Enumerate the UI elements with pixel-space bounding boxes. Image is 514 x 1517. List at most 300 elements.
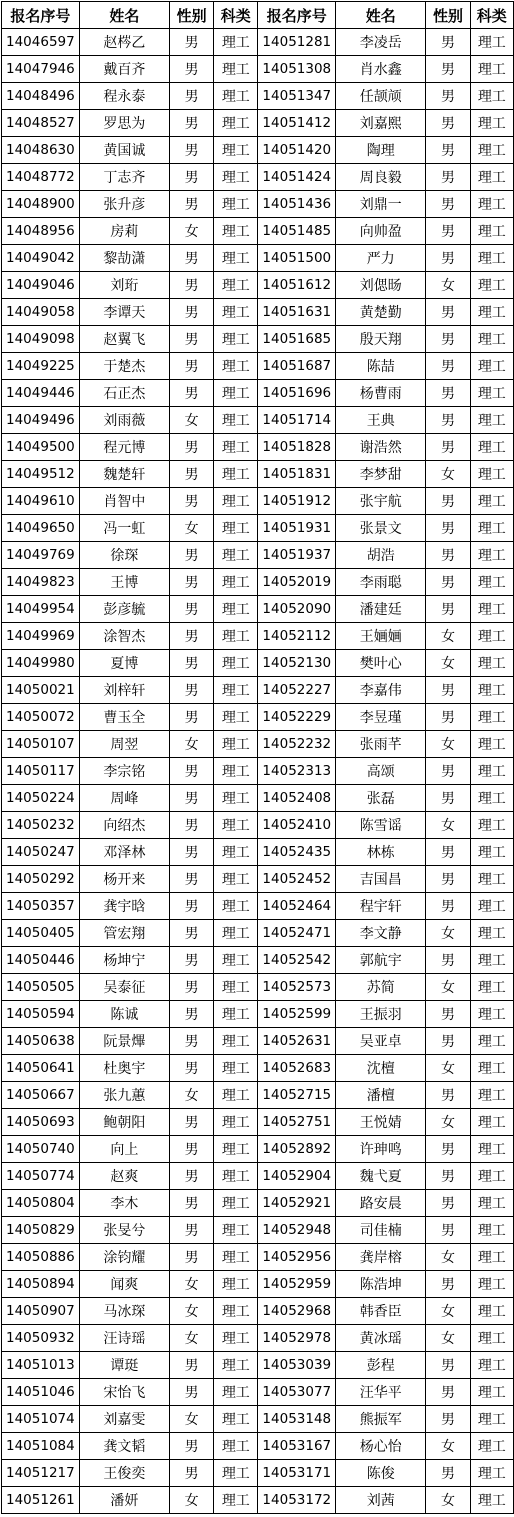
- gender-cell: 男: [169, 839, 213, 866]
- registration-number-cell: 14052130: [258, 650, 336, 677]
- name-cell: 马冰琛: [79, 1298, 169, 1325]
- category-cell: 理工: [214, 56, 258, 83]
- gender-cell: 男: [426, 434, 470, 461]
- category-cell: 理工: [470, 488, 513, 515]
- category-cell: 理工: [470, 461, 513, 488]
- category-cell: 理工: [470, 218, 513, 245]
- gender-cell: 女: [426, 920, 470, 947]
- registration-number-cell: 14052232: [258, 731, 336, 758]
- table-row: [2, 488, 514, 515]
- name-cell: 杜奥宇: [79, 1055, 169, 1082]
- name-cell: 潘妍: [79, 1487, 169, 1514]
- gender-cell: 男: [169, 1055, 213, 1082]
- name-cell: 赵翼飞: [79, 326, 169, 353]
- gender-cell: 男: [169, 461, 213, 488]
- registration-number-cell: 14053171: [258, 1460, 336, 1487]
- category-cell: 理工: [214, 542, 258, 569]
- name-cell: 严力: [336, 245, 426, 272]
- category-cell: 理工: [470, 731, 513, 758]
- registration-number-cell: 14052683: [258, 1055, 336, 1082]
- registration-number-cell: 14050232: [2, 812, 80, 839]
- registration-number-cell: 14049512: [2, 461, 80, 488]
- table-row: [2, 650, 514, 677]
- gender-cell: 男: [426, 947, 470, 974]
- gender-cell: 男: [169, 542, 213, 569]
- gender-cell: 女: [426, 1487, 470, 1514]
- table-row: [2, 1109, 514, 1136]
- category-cell: 理工: [214, 839, 258, 866]
- name-cell: 程元博: [79, 434, 169, 461]
- gender-cell: 男: [169, 1379, 213, 1406]
- category-cell: 理工: [470, 1055, 513, 1082]
- registration-number-cell: 14052410: [258, 812, 336, 839]
- category-cell: 理工: [470, 1028, 513, 1055]
- name-cell: 涂智杰: [79, 623, 169, 650]
- table-row: [2, 1244, 514, 1271]
- registration-number-cell: 14050804: [2, 1190, 80, 1217]
- table-row: [2, 1028, 514, 1055]
- category-cell: 理工: [214, 515, 258, 542]
- name-cell: 龚岸榕: [336, 1244, 426, 1271]
- category-cell: 理工: [214, 353, 258, 380]
- gender-cell: 男: [426, 704, 470, 731]
- name-cell: 程宇轩: [336, 893, 426, 920]
- name-cell: 刘雨薇: [79, 407, 169, 434]
- table-row: [2, 1487, 514, 1514]
- registration-number-cell: 14050829: [2, 1217, 80, 1244]
- table-row: [2, 380, 514, 407]
- table-row: [2, 893, 514, 920]
- name-cell: 陈浩坤: [336, 1271, 426, 1298]
- gender-cell: 女: [169, 1487, 213, 1514]
- registration-number-cell: 14046597: [2, 29, 80, 56]
- registration-number-cell: 14051937: [258, 542, 336, 569]
- table-row: [2, 461, 514, 488]
- name-cell: 龚文韬: [79, 1433, 169, 1460]
- table-row: [2, 623, 514, 650]
- name-cell: 王振羽: [336, 1001, 426, 1028]
- name-cell: 许珅鸣: [336, 1136, 426, 1163]
- gender-cell: 男: [426, 1001, 470, 1028]
- registration-number-cell: 14051500: [258, 245, 336, 272]
- name-cell: 向绍杰: [79, 812, 169, 839]
- table-row: [2, 515, 514, 542]
- gender-cell: 女: [426, 623, 470, 650]
- category-cell: 理工: [214, 569, 258, 596]
- registration-number-cell: 14050072: [2, 704, 80, 731]
- category-cell: 理工: [214, 785, 258, 812]
- table-row: [2, 542, 514, 569]
- gender-cell: 男: [426, 353, 470, 380]
- category-cell: 理工: [470, 1433, 513, 1460]
- table-row: [2, 1460, 514, 1487]
- name-cell: 沈檀: [336, 1055, 426, 1082]
- category-cell: 理工: [214, 29, 258, 56]
- name-cell: 熊振军: [336, 1406, 426, 1433]
- registration-number-cell: 14050117: [2, 758, 80, 785]
- table-row: [2, 29, 514, 56]
- gender-cell: 女: [426, 974, 470, 1001]
- category-cell: 理工: [214, 1244, 258, 1271]
- registration-number-cell: 14050107: [2, 731, 80, 758]
- gender-cell: 男: [169, 299, 213, 326]
- gender-cell: 男: [169, 164, 213, 191]
- name-cell: 肖水鑫: [336, 56, 426, 83]
- gender-cell: 男: [426, 1163, 470, 1190]
- name-cell: 刘嘉熙: [336, 110, 426, 137]
- gender-cell: 男: [169, 1433, 213, 1460]
- registration-number-cell: 14051685: [258, 326, 336, 353]
- gender-cell: 女: [426, 1325, 470, 1352]
- table-row: [2, 812, 514, 839]
- table-row: [2, 785, 514, 812]
- gender-cell: 男: [169, 704, 213, 731]
- name-cell: 李宗铭: [79, 758, 169, 785]
- header-gender: 性别: [426, 2, 470, 29]
- gender-cell: 男: [426, 299, 470, 326]
- registration-number-cell: 14051281: [258, 29, 336, 56]
- registration-number-cell: 14052715: [258, 1082, 336, 1109]
- name-cell: 陈诚: [79, 1001, 169, 1028]
- registration-number-cell: 14051217: [2, 1460, 80, 1487]
- category-cell: 理工: [214, 974, 258, 1001]
- category-cell: 理工: [214, 407, 258, 434]
- registration-number-cell: 14051046: [2, 1379, 80, 1406]
- table-row: [2, 56, 514, 83]
- category-cell: 理工: [214, 1352, 258, 1379]
- gender-cell: 女: [169, 1325, 213, 1352]
- registration-number-cell: 14049500: [2, 434, 80, 461]
- category-cell: 理工: [214, 299, 258, 326]
- registration-number-cell: 14049769: [2, 542, 80, 569]
- category-cell: 理工: [214, 947, 258, 974]
- gender-cell: 女: [426, 1244, 470, 1271]
- category-cell: 理工: [214, 596, 258, 623]
- gender-cell: 男: [426, 191, 470, 218]
- header-name: 姓名: [79, 2, 169, 29]
- registration-number-cell: 14051084: [2, 1433, 80, 1460]
- name-cell: 潘檀: [336, 1082, 426, 1109]
- table-row: [2, 1217, 514, 1244]
- category-cell: 理工: [214, 1487, 258, 1514]
- gender-cell: 男: [169, 83, 213, 110]
- table-row: [2, 326, 514, 353]
- gender-cell: 男: [426, 1190, 470, 1217]
- gender-cell: 男: [169, 245, 213, 272]
- gender-cell: 男: [169, 272, 213, 299]
- category-cell: 理工: [470, 677, 513, 704]
- registration-number-cell: 14051261: [2, 1487, 80, 1514]
- registration-number-cell: 14048630: [2, 137, 80, 164]
- gender-cell: 男: [426, 164, 470, 191]
- table-row: [2, 218, 514, 245]
- registration-number-cell: 14052892: [258, 1136, 336, 1163]
- registration-number-cell: 14048527: [2, 110, 80, 137]
- table-row: [2, 1055, 514, 1082]
- name-cell: 张旻兮: [79, 1217, 169, 1244]
- name-cell: 张升彦: [79, 191, 169, 218]
- gender-cell: 男: [426, 1406, 470, 1433]
- category-cell: 理工: [470, 1217, 513, 1244]
- gender-cell: 男: [426, 380, 470, 407]
- category-cell: 理工: [214, 677, 258, 704]
- category-cell: 理工: [214, 191, 258, 218]
- name-cell: 李雨聪: [336, 569, 426, 596]
- category-cell: 理工: [470, 434, 513, 461]
- gender-cell: 男: [426, 893, 470, 920]
- category-cell: 理工: [214, 245, 258, 272]
- registration-number-cell: 14049650: [2, 515, 80, 542]
- registration-number-cell: 14052968: [258, 1298, 336, 1325]
- category-cell: 理工: [470, 29, 513, 56]
- category-cell: 理工: [470, 1352, 513, 1379]
- name-cell: 李昱瑾: [336, 704, 426, 731]
- gender-cell: 男: [426, 1271, 470, 1298]
- registration-number-cell: 14052573: [258, 974, 336, 1001]
- name-cell: 李嘉伟: [336, 677, 426, 704]
- registration-number-cell: 14051631: [258, 299, 336, 326]
- gender-cell: 男: [169, 596, 213, 623]
- registration-number-cell: 14051612: [258, 272, 336, 299]
- category-cell: 理工: [214, 623, 258, 650]
- category-cell: 理工: [214, 272, 258, 299]
- name-cell: 杨坤宁: [79, 947, 169, 974]
- gender-cell: 男: [169, 812, 213, 839]
- category-cell: 理工: [214, 1379, 258, 1406]
- category-cell: 理工: [470, 569, 513, 596]
- registration-number-cell: 14051424: [258, 164, 336, 191]
- header-row: [2, 2, 514, 29]
- registration-number-cell: 14050641: [2, 1055, 80, 1082]
- gender-cell: 男: [426, 83, 470, 110]
- category-cell: 理工: [214, 1001, 258, 1028]
- header-registration-number: 报名序号: [2, 2, 80, 29]
- category-cell: 理工: [470, 650, 513, 677]
- category-cell: 理工: [214, 812, 258, 839]
- name-cell: 吉国昌: [336, 866, 426, 893]
- name-cell: 李谭天: [79, 299, 169, 326]
- name-cell: 刘嘉雯: [79, 1406, 169, 1433]
- gender-cell: 男: [169, 1028, 213, 1055]
- registration-number-cell: 14052956: [258, 1244, 336, 1271]
- category-cell: 理工: [470, 326, 513, 353]
- name-cell: 戴百齐: [79, 56, 169, 83]
- category-cell: 理工: [214, 110, 258, 137]
- table-row: [2, 1136, 514, 1163]
- registration-number-cell: 14053167: [258, 1433, 336, 1460]
- name-cell: 刘珩: [79, 272, 169, 299]
- table-row: [2, 110, 514, 137]
- table-row: [2, 407, 514, 434]
- category-cell: 理工: [470, 1136, 513, 1163]
- gender-cell: 男: [426, 1379, 470, 1406]
- category-cell: 理工: [214, 1433, 258, 1460]
- category-cell: 理工: [214, 704, 258, 731]
- name-cell: 邓泽林: [79, 839, 169, 866]
- gender-cell: 男: [169, 974, 213, 1001]
- name-cell: 于楚杰: [79, 353, 169, 380]
- registration-number-cell: 14050292: [2, 866, 80, 893]
- category-cell: 理工: [214, 920, 258, 947]
- registration-number-cell: 14050405: [2, 920, 80, 947]
- category-cell: 理工: [214, 1109, 258, 1136]
- registration-number-cell: 14052229: [258, 704, 336, 731]
- registration-number-cell: 14049823: [2, 569, 80, 596]
- gender-cell: 男: [169, 947, 213, 974]
- gender-cell: 男: [426, 866, 470, 893]
- registration-number-cell: 14051828: [258, 434, 336, 461]
- category-cell: 理工: [214, 137, 258, 164]
- name-cell: 刘茜: [336, 1487, 426, 1514]
- category-cell: 理工: [470, 866, 513, 893]
- category-cell: 理工: [214, 1460, 258, 1487]
- registration-number-cell: 14053172: [258, 1487, 336, 1514]
- gender-cell: 女: [426, 1433, 470, 1460]
- category-cell: 理工: [470, 974, 513, 1001]
- gender-cell: 男: [169, 326, 213, 353]
- registration-number-cell: 14052313: [258, 758, 336, 785]
- roster-table: [1, 1, 514, 1514]
- table-row: [2, 974, 514, 1001]
- table-row: [2, 569, 514, 596]
- name-cell: 涂钧耀: [79, 1244, 169, 1271]
- gender-cell: 男: [426, 218, 470, 245]
- name-cell: 苏简: [336, 974, 426, 1001]
- category-cell: 理工: [470, 137, 513, 164]
- registration-number-cell: 14052112: [258, 623, 336, 650]
- registration-number-cell: 14049980: [2, 650, 80, 677]
- registration-number-cell: 14049042: [2, 245, 80, 272]
- registration-number-cell: 14049046: [2, 272, 80, 299]
- category-cell: 理工: [214, 380, 258, 407]
- registration-number-cell: 14049225: [2, 353, 80, 380]
- category-cell: 理工: [470, 1406, 513, 1433]
- gender-cell: 男: [426, 515, 470, 542]
- registration-number-cell: 14051912: [258, 488, 336, 515]
- category-cell: 理工: [214, 1190, 258, 1217]
- registration-number-cell: 14051831: [258, 461, 336, 488]
- gender-cell: 男: [169, 110, 213, 137]
- name-cell: 张宇航: [336, 488, 426, 515]
- gender-cell: 男: [169, 191, 213, 218]
- gender-cell: 男: [169, 1460, 213, 1487]
- registration-number-cell: 14050224: [2, 785, 80, 812]
- category-cell: 理工: [214, 1325, 258, 1352]
- table-row: [2, 1163, 514, 1190]
- category-cell: 理工: [214, 866, 258, 893]
- name-cell: 刘偲旸: [336, 272, 426, 299]
- gender-cell: 男: [169, 1217, 213, 1244]
- table-row: [2, 353, 514, 380]
- name-cell: 胡浩: [336, 542, 426, 569]
- registration-number-cell: 14050247: [2, 839, 80, 866]
- gender-cell: 男: [169, 623, 213, 650]
- registration-number-cell: 14053039: [258, 1352, 336, 1379]
- name-cell: 任颉颃: [336, 83, 426, 110]
- gender-cell: 男: [426, 1460, 470, 1487]
- registration-number-cell: 14048496: [2, 83, 80, 110]
- category-cell: 理工: [470, 920, 513, 947]
- gender-cell: 男: [169, 56, 213, 83]
- registration-number-cell: 14052090: [258, 596, 336, 623]
- name-cell: 彭程: [336, 1352, 426, 1379]
- registration-number-cell: 14052227: [258, 677, 336, 704]
- category-cell: 理工: [470, 758, 513, 785]
- table-row: [2, 299, 514, 326]
- gender-cell: 男: [169, 137, 213, 164]
- name-cell: 丁志齐: [79, 164, 169, 191]
- registration-number-cell: 14050357: [2, 893, 80, 920]
- gender-cell: 男: [169, 1109, 213, 1136]
- name-cell: 路安晨: [336, 1190, 426, 1217]
- category-cell: 理工: [470, 272, 513, 299]
- registration-number-cell: 14052921: [258, 1190, 336, 1217]
- name-cell: 冯一虹: [79, 515, 169, 542]
- name-cell: 李文静: [336, 920, 426, 947]
- gender-cell: 女: [169, 1406, 213, 1433]
- name-cell: 周良毅: [336, 164, 426, 191]
- name-cell: 王典: [336, 407, 426, 434]
- registration-number-cell: 14051074: [2, 1406, 80, 1433]
- header-name: 姓名: [336, 2, 426, 29]
- name-cell: 阮景熚: [79, 1028, 169, 1055]
- gender-cell: 男: [169, 29, 213, 56]
- header-category: 科类: [214, 2, 258, 29]
- registration-number-cell: 14052471: [258, 920, 336, 947]
- category-cell: 理工: [470, 704, 513, 731]
- gender-cell: 男: [169, 353, 213, 380]
- category-cell: 理工: [470, 1460, 513, 1487]
- name-cell: 石正杰: [79, 380, 169, 407]
- category-cell: 理工: [470, 1487, 513, 1514]
- name-cell: 张景文: [336, 515, 426, 542]
- registration-number-cell: 14051436: [258, 191, 336, 218]
- registration-number-cell: 14051687: [258, 353, 336, 380]
- table-row: [2, 758, 514, 785]
- gender-cell: 男: [169, 893, 213, 920]
- name-cell: 陈俊: [336, 1460, 426, 1487]
- name-cell: 罗思为: [79, 110, 169, 137]
- registration-number-cell: 14048956: [2, 218, 80, 245]
- category-cell: 理工: [470, 1163, 513, 1190]
- gender-cell: 男: [169, 677, 213, 704]
- name-cell: 吴亚卓: [336, 1028, 426, 1055]
- name-cell: 谢浩然: [336, 434, 426, 461]
- name-cell: 黄冰瑶: [336, 1325, 426, 1352]
- category-cell: 理工: [214, 1082, 258, 1109]
- name-cell: 王俊奕: [79, 1460, 169, 1487]
- name-cell: 杨开来: [79, 866, 169, 893]
- registration-number-cell: 14052019: [258, 569, 336, 596]
- name-cell: 向帅盈: [336, 218, 426, 245]
- name-cell: 周峰: [79, 785, 169, 812]
- gender-cell: 男: [426, 137, 470, 164]
- gender-cell: 男: [426, 1028, 470, 1055]
- registration-number-cell: 14049610: [2, 488, 80, 515]
- table-row: [2, 1433, 514, 1460]
- gender-cell: 女: [169, 731, 213, 758]
- name-cell: 魏楚轩: [79, 461, 169, 488]
- name-cell: 王婳婳: [336, 623, 426, 650]
- category-cell: 理工: [470, 947, 513, 974]
- gender-cell: 男: [169, 434, 213, 461]
- category-cell: 理工: [470, 299, 513, 326]
- table-row: [2, 83, 514, 110]
- gender-cell: 男: [169, 920, 213, 947]
- registration-number-cell: 14052452: [258, 866, 336, 893]
- category-cell: 理工: [470, 110, 513, 137]
- gender-cell: 男: [426, 785, 470, 812]
